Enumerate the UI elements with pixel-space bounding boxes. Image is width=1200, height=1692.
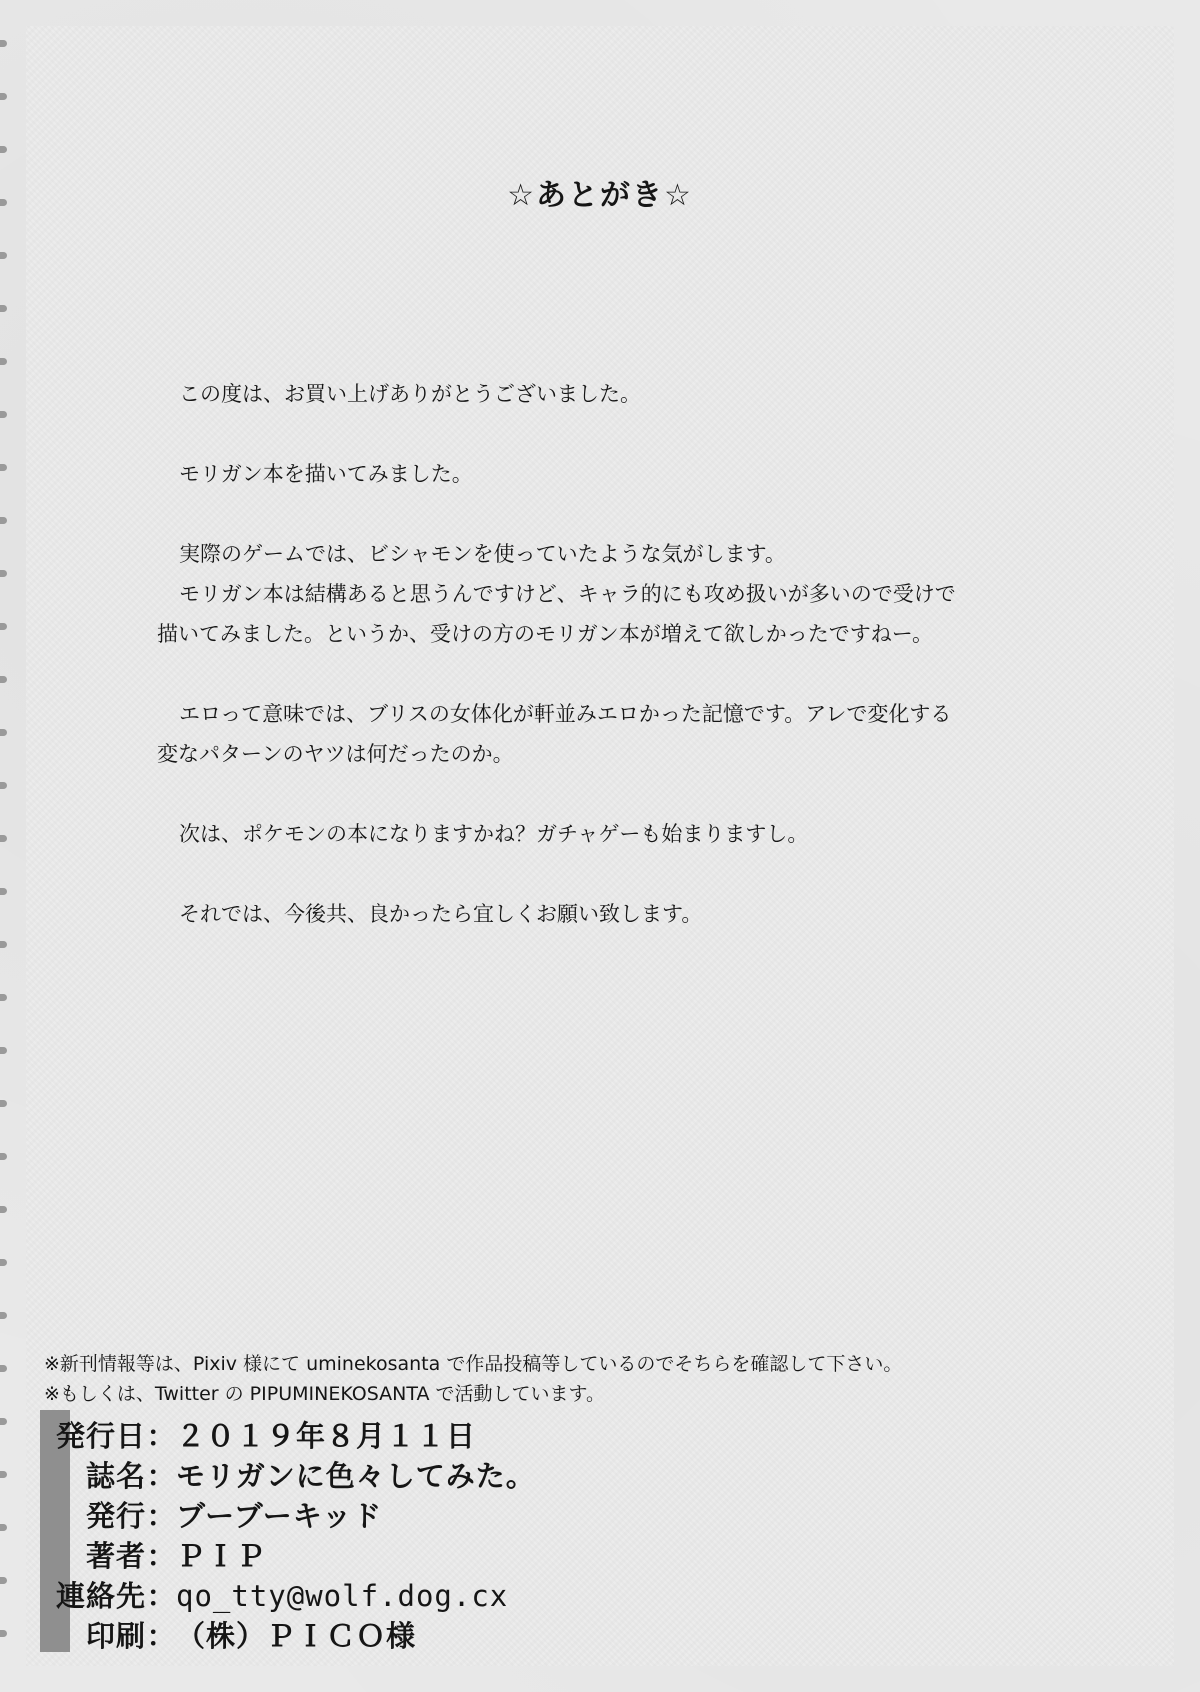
binding-mark (0, 464, 7, 471)
text-line: 変なパターンのヤツは何だったのか。 (157, 742, 514, 766)
paragraph-memory (157, 694, 1057, 774)
colophon-separator: ： (146, 1419, 176, 1453)
colophon-label: 発行 (85, 1499, 146, 1533)
colophon (50, 1416, 536, 1656)
binding-marks (0, 0, 14, 1692)
note-twitter: ※もしくは、Twitter の PIPUMINEKOSANTA で活動しています。 (44, 1383, 605, 1405)
binding-mark (0, 1206, 7, 1213)
colophon-row-title (50, 1456, 536, 1496)
colophon-separator: ： (146, 1499, 176, 1533)
text-line: それでは、今後共、良かったら宜しくお願い致します。 (179, 902, 703, 926)
note-pixiv: ※新刊情報等は、Pixiv 様にて uminekosanta で作品投稿等しているのでそちらを確認して下さい。 (44, 1353, 903, 1375)
binding-mark (0, 623, 7, 630)
binding-mark (0, 1100, 7, 1107)
text-line: 次は、ポケモンの本になりますかね？ガチャゲーも始まりますし。 (179, 822, 809, 846)
binding-mark (0, 570, 7, 577)
colophon-value: ２０１９年８月１１日 (176, 1419, 477, 1453)
colophon-label: 著者 (85, 1539, 146, 1573)
binding-mark (0, 1524, 7, 1531)
page-title: ☆あとがき☆ (507, 178, 693, 213)
binding-mark (0, 835, 7, 842)
binding-mark (0, 517, 7, 524)
colophon-value: ブーブーキッド (176, 1499, 383, 1533)
binding-mark (0, 1577, 7, 1584)
paragraph-thanks (157, 374, 1057, 414)
binding-mark (0, 1471, 7, 1478)
colophon-label: 誌名 (85, 1459, 146, 1493)
text-line: この度は、お買い上げありがとうございました。 (179, 382, 641, 406)
paragraph-next (157, 814, 1057, 854)
binding-mark (0, 93, 7, 100)
colophon-separator: ： (146, 1459, 176, 1493)
binding-mark (0, 1418, 7, 1425)
binding-mark (0, 252, 7, 259)
paragraph-closing (157, 894, 1057, 934)
colophon-value: ＰＩＰ (176, 1539, 267, 1573)
binding-mark (0, 1153, 7, 1160)
colophon-row-contact (50, 1576, 536, 1616)
colophon-row-author (50, 1536, 536, 1576)
binding-mark (0, 729, 7, 736)
binding-mark (0, 888, 7, 895)
paragraph-drew (157, 454, 1057, 494)
colophon-separator: ： (146, 1579, 176, 1613)
colophon-separator: ： (146, 1619, 176, 1653)
colophon-separator: ： (146, 1539, 176, 1573)
binding-mark (0, 782, 7, 789)
binding-mark (0, 1312, 7, 1319)
text-line: モリガン本は結構あると思うんですけど、キャラ的にも攻め扱いが多いので受けで (179, 582, 956, 606)
colophon-row-date (50, 1416, 536, 1456)
colophon-row-publisher (50, 1496, 536, 1536)
text-line: 実際のゲームでは、ビシャモンを使っていたような気がします。 (179, 542, 786, 566)
binding-mark (0, 40, 7, 47)
colophon-label: 発行日 (55, 1419, 146, 1453)
colophon-value: （株）ＰＩＣＯ様 (176, 1619, 417, 1653)
colophon-row-printer (50, 1616, 536, 1656)
binding-mark (0, 305, 7, 312)
binding-mark (0, 941, 7, 948)
contact-email: qo_tty@wolf.dog.cx (176, 1579, 509, 1613)
afterword-body (157, 374, 1057, 974)
binding-mark (0, 1630, 7, 1637)
notes (44, 1349, 902, 1409)
binding-mark (0, 411, 7, 418)
colophon-label: 印刷 (85, 1619, 146, 1653)
binding-mark (0, 146, 7, 153)
binding-mark (0, 1259, 7, 1266)
text-line: モリガン本を描いてみました。 (179, 462, 473, 486)
binding-mark (0, 676, 7, 683)
colophon-label: 連絡先 (55, 1579, 146, 1613)
binding-mark (0, 994, 7, 1001)
text-line: 描いてみました。というか、受けの方のモリガン本が増えて欲しかったですねー。 (157, 622, 933, 646)
text-line: エロって意味では、ブリスの女体化が軒並みエロかった記憶です。アレで変化する (179, 702, 952, 726)
binding-mark (0, 1365, 7, 1372)
binding-mark (0, 358, 7, 365)
binding-mark (0, 1047, 7, 1054)
colophon-value: モリガンに色々してみた。 (176, 1459, 536, 1493)
paragraph-game (157, 534, 1057, 654)
